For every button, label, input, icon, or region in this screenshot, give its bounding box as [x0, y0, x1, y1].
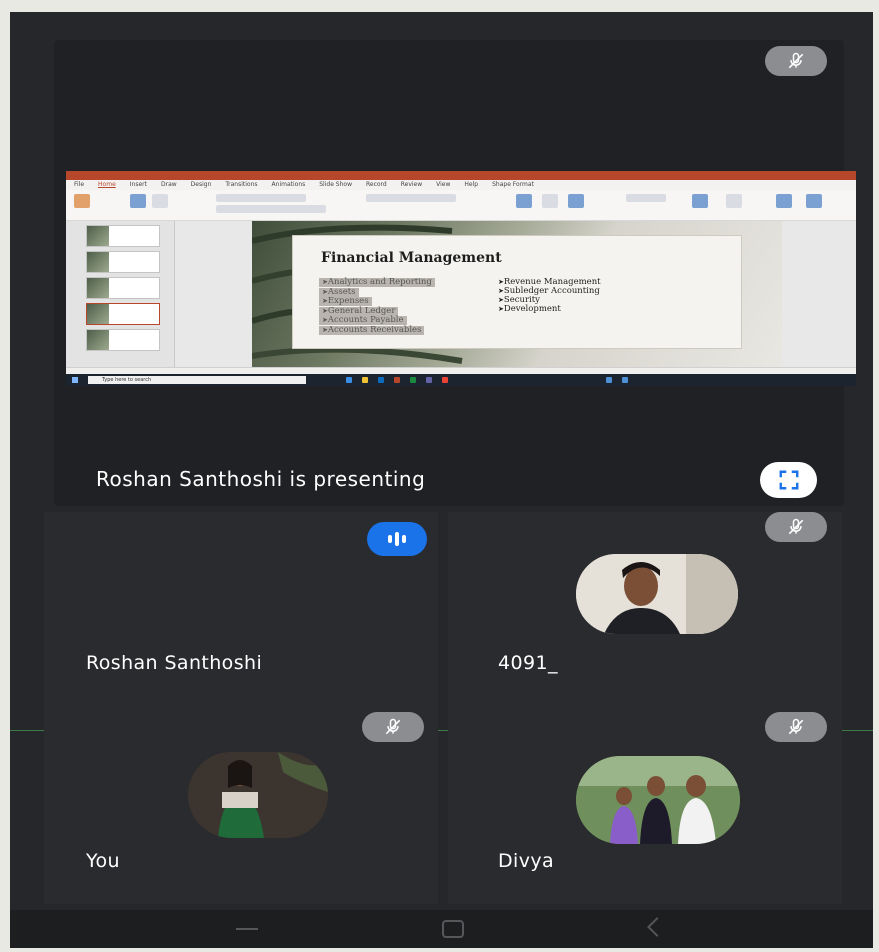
avatar-4091: [576, 554, 738, 634]
new-slide-icon[interactable]: [130, 194, 146, 208]
mic-off-icon: [786, 51, 806, 71]
taskbar-search[interactable]: Type here to search: [88, 376, 306, 384]
you-mic-off-badge: [362, 712, 424, 742]
ppt-tab-view[interactable]: View: [436, 181, 451, 188]
android-nav-bar: [10, 910, 873, 948]
shapes-icon[interactable]: [516, 194, 532, 208]
dictate-icon[interactable]: [692, 194, 708, 208]
share-now-icon[interactable]: [776, 194, 792, 208]
slide-title: Financial Management: [321, 250, 502, 266]
slide-thumbnails: [66, 221, 175, 367]
ppt-tab-animations[interactable]: Animations: [271, 181, 306, 188]
participant-mic-off-badge: [765, 512, 827, 542]
ppt-tab-transitions[interactable]: Transitions: [225, 181, 258, 188]
divya-mic-off-badge: [765, 712, 827, 742]
system-tray-icon[interactable]: [622, 377, 628, 383]
paragraph-bar[interactable]: [366, 194, 456, 202]
ppt-tab-help[interactable]: Help: [464, 181, 479, 188]
windows-taskbar: [66, 374, 856, 386]
ppt-tab-draw[interactable]: Draw: [160, 181, 177, 188]
quick-styles-icon[interactable]: [568, 194, 584, 208]
chrome-icon[interactable]: [442, 377, 448, 383]
slide-content-box: [292, 235, 742, 349]
mic-off-icon: [786, 717, 806, 737]
outlook-icon[interactable]: [378, 377, 384, 383]
ppt-title-bar: [66, 171, 856, 180]
fullscreen-icon: [778, 469, 800, 491]
list-item: ➤ Revenue Management: [498, 278, 601, 287]
ppt-tab-design[interactable]: Design: [190, 181, 212, 188]
ppt-tab-review[interactable]: Review: [400, 181, 423, 188]
slide-thumb[interactable]: [86, 225, 160, 247]
meeting-screen: [10, 12, 873, 948]
font-format-bar[interactable]: [216, 205, 326, 213]
find-replace-bar[interactable]: [626, 194, 666, 202]
slide-thumb[interactable]: [86, 329, 160, 351]
ppt-tab-shape-format[interactable]: Shape Format: [492, 181, 534, 188]
excel-icon[interactable]: [410, 377, 416, 383]
fullscreen-button[interactable]: [760, 462, 817, 498]
ppt-tab-file[interactable]: File: [74, 181, 85, 188]
list-item: ➤ Security: [498, 296, 601, 305]
list-item: ➤ Accounts Payable: [319, 316, 407, 325]
slide-thumb[interactable]: [86, 277, 160, 299]
list-item: ➤ Accounts Receivables: [319, 326, 424, 335]
avatar-you: [188, 752, 328, 838]
ppt-tab-slideshow[interactable]: Slide Show: [319, 181, 352, 188]
list-item: ➤ Subledger Accounting: [498, 287, 601, 296]
file-explorer-icon[interactable]: [362, 377, 368, 383]
speaking-indicator: [367, 522, 427, 556]
mic-off-icon: [383, 717, 403, 737]
list-item: ➤ Assets: [319, 288, 359, 297]
participant-name-divya: Divya: [498, 850, 555, 872]
ppt-tab-home[interactable]: Home: [98, 181, 116, 188]
edge-icon[interactable]: [346, 377, 352, 383]
ppt-ribbon: [66, 190, 856, 221]
teams-icon[interactable]: [426, 377, 432, 383]
list-item: ➤ Analytics and Reporting: [319, 278, 435, 287]
slide-canvas: [252, 221, 782, 367]
home-icon[interactable]: [442, 920, 464, 938]
recent-apps-icon[interactable]: [236, 928, 258, 930]
back-icon[interactable]: [647, 917, 667, 937]
font-selector[interactable]: [216, 194, 306, 202]
windows-start-icon[interactable]: [72, 377, 78, 383]
ppt-tab-record[interactable]: Record: [366, 181, 387, 188]
designer-icon[interactable]: [726, 194, 742, 208]
present-teams-icon[interactable]: [806, 194, 822, 208]
slide-left-list: [319, 278, 435, 335]
ppt-ribbon-tabs: [66, 180, 856, 190]
mic-off-icon: [786, 517, 806, 537]
participant-name-roshan: Roshan Santhoshi: [86, 652, 263, 674]
arrange-icon[interactable]: [542, 194, 558, 208]
avatar-divya: [576, 756, 740, 844]
system-tray-icon[interactable]: [606, 377, 612, 383]
presenter-mic-off-badge: [765, 46, 827, 76]
list-item: ➤ Development: [498, 305, 601, 314]
reuse-slides-icon[interactable]: [152, 194, 168, 208]
slide-thumb[interactable]: [86, 251, 160, 273]
participant-name-you: You: [86, 850, 120, 872]
ppt-tab-insert[interactable]: Insert: [129, 181, 147, 188]
ppt-workspace: [66, 221, 856, 367]
paste-icon[interactable]: [74, 194, 90, 208]
presenting-banner: Roshan Santhoshi is presenting: [96, 467, 426, 491]
slide-right-list: [498, 278, 601, 314]
participant-name-4091: 4091_: [498, 652, 558, 674]
powerpoint-icon[interactable]: [394, 377, 400, 383]
list-item: ➤ Expenses: [319, 297, 372, 306]
slide-thumb-selected[interactable]: [86, 303, 160, 325]
list-item: ➤ General Ledger: [319, 307, 398, 316]
shared-screen: [66, 171, 856, 386]
